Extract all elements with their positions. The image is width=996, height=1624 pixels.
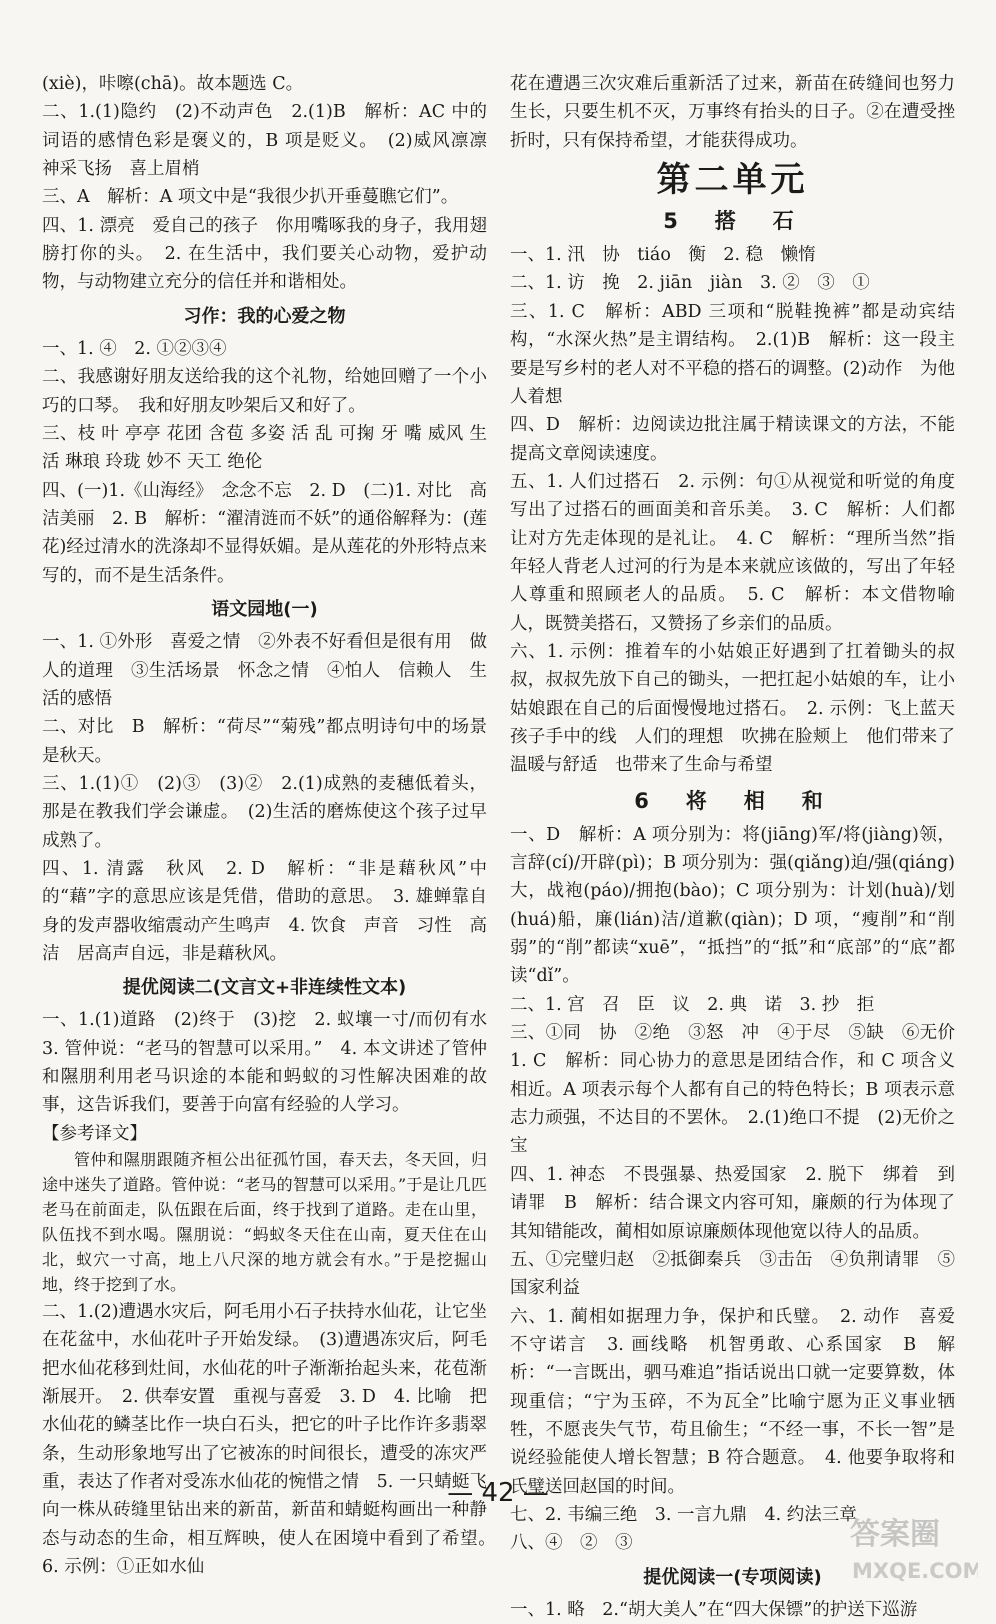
title-heading: 提优阅读二(文言文+非连续性文本) — [122, 977, 407, 999]
lesson-heading: 6 将 相 和 — [634, 788, 831, 813]
answer-line: 二、对比 B 解析：“荷尽”“菊残”都点明诗句中的场景是秋天。 — [42, 717, 487, 766]
answer-line: 花在遭遇三次灾难后重新活了过来，新苗在砖缝间也努力生长，只要生机不灭，万事终有抬头的日子。②在遭受挫折时，只有保持希望，才能获得成功。 — [510, 74, 955, 151]
answer-line: 三、1. C 解析：ABD 三项和“脱鞋挽裤”都是动宾结构，“水深火热”是主谓结构。 2.(1)B 解析：这一段主要是写乡村的老人对不平稳的搭石的调整。(2)动作 为他人着想 — [510, 301, 955, 407]
lesson-heading: 5 搭 石 — [663, 209, 802, 234]
answer-line: 一、1. ④ 2. ①②③④ — [42, 338, 227, 359]
answer-line: 二、1. 访 挽 2. jiān jiàn 3. ② ③ ① — [510, 273, 870, 294]
answer-line: 三、枝 叶 亭亭 花团 含苞 多姿 活 乱 可掬 牙 嘴 威风 生 活 琳琅 玲珑 妙不 天工 绝伦 — [42, 423, 487, 473]
watermark-logo — [846, 1512, 978, 1588]
answer-line: 二、我感谢好朋友送给我的这个礼物，给她回赠了一个小巧的口琴。 我和好朋友吵架后又和好了。 — [42, 367, 487, 416]
answer-line: 【参考译文】 — [42, 1123, 147, 1144]
answer-line: 六、1. 蔺相如据理力争，保护和氏璧。 2. 动作 喜爱 不守诺言 3. 画线略 机智勇敢、心系国家 B 解析：“一言既出，驷马难追”指话说出口就一定要算数，体现重信；“宁为玉碎，不为瓦全”比喻宁愿为正义事业牺牲，不愿丧失气节，苟且偷生；“不经一事，不长一智”是说经验能使人增长智慧；B 符合题意。 4. 他要争取将和氏璧送回赵国的时间。 — [510, 1306, 973, 1497]
title-heading: 语文园地(一) — [211, 599, 318, 620]
answer-line: 三、A 解析：A 项文中是“我很少扒开垂蔓瞧它们”。 — [42, 187, 459, 208]
answer-line: 二、1. 宫 召 臣 议 2. 典 诺 3. 抄 拒 — [510, 994, 875, 1015]
answer-line: 三、①同 协 ②绝 ③怒 冲 ④于尽 ⑤缺 ⑥无价 1. C 解析：同心协力的意思是团结合作，和 C 项含义相近。A 项表示每个人都有自己的特色特长；B 项表示意志力顽强，不达目的不罢休。 2.(1)绝口不提 (2)无价之宝 — [510, 1023, 973, 1157]
page-number: — 42 — — [447, 1478, 549, 1508]
section-heading: 第二单元 — [656, 160, 809, 201]
answer-line: 六、1. 示例：推着车的小姑娘正好遇到了扛着锄头的叔叔，叔叔先放下自己的锄头，一把扛起小姑娘的车，让小姑娘跟在自己的后面慢慢地过搭石。 2. 示例：飞上蓝天 孩子手中的线 人们的理想 吹拂在脸颊上 他们带来了温暖与舒适 也带来了生命与希望 — [510, 641, 973, 776]
right-column — [510, 70, 973, 1624]
watermark-graphic — [846, 1512, 978, 1588]
answer-line: (xiè)，咔嚓(chā)。故本题选 C。 — [42, 74, 304, 94]
title-heading: 习作：我的心爱之物 — [183, 305, 346, 327]
answer-line: 四、(一)1.《山海经》 念念不忘 2. D (二)1. 对比 高洁美丽 2. B 解析：“濯清涟而不妖”的通俗解释为：(莲花)经过清水的洗涤却不显得妖媚。是从莲花的外形特点来写的，而不是生活条件。 — [42, 480, 487, 586]
answer-line: 一、D 解析：A 项分别为：将(jiāng)军/将(jiàng)领，言辞(cí)/开辟(pì)；B 项分别为：强(qiǎng)迫/强(qiáng)大，战袍(páo)/拥抱(bào)；C 项分别为：计划(huà)/划(huá)船，廉(lián)洁/道歉(qiàn)；D 项，“瘦削”和“削弱”的“削”都读“xuē”，“抵挡”的“抵”和“底部”的“底”都读“dǐ”。 — [510, 824, 955, 987]
svg-text:答案圈: 答案圈 — [850, 1517, 940, 1552]
translation-heading: 管仲和隰朋跟随齐桓公出征孤竹国，春天去，冬天回，归途中迷失了道路。管仲说：“老马的智慧可以采用。”于是让几匹老马在前面走，队伍跟在后面，终于找到了道路。走在山里，队伍找不到水喝。隰朋说：“蚂蚁冬天住在山南，夏天住在山北，蚁穴一寸高，地上八尺深的地方就会有水。”于是挖掘山地，终于挖到了水。 — [42, 1150, 487, 1294]
svg-text:MXQE.COM: MXQE.COM — [852, 1559, 978, 1583]
answer-line: 八、④ ② ③ — [510, 1533, 633, 1554]
answer-line: 四、D 解析：边阅读边批注属于精读课文的方法，不能提高文章阅读速度。 — [510, 415, 955, 464]
left-column — [42, 70, 505, 1581]
answer-line: 一、1.(1)道路 (2)终于 (3)挖 2. 蚁壤一寸/而仞有水 3. 管仲说：“老马的智慧可以采用。” 4. 本文讲述了管仲和隰朋利用老马识途的本能和蚂蚁的习性解决困难的故事，这告诉我们，要善于向富有经验的人学习。 — [42, 1010, 505, 1116]
answer-line: 四、1. 清露 秋风 2. D 解析：“非是藉秋风”中的“藉”字的意思应该是凭借，借助的意思。 3. 雄蝉靠自身的发声器收缩震动产生鸣声 4. 饮食 声音 习性 高洁 居高声自远，非是藉秋风。 — [42, 858, 487, 964]
answer-line: 四、1. 神态 不畏强暴、热爱国家 2. 脱下 绑着 到请罪 B 解析：结合课文内容可知，廉颇的行为体现了其知错能改，蔺相如原谅廉颇体现他宽以待人的品质。 — [510, 1164, 955, 1242]
answer-line: 四、1. 漂亮 爱自己的孩子 你用嘴啄我的身子，我用翅膀打你的头。 2. 在生活中，我们要关心动物，爱护动物，与动物建立充分的信任并和谐相处。 — [42, 215, 487, 293]
answer-line: 五、①完璧归赵 ②抵御秦兵 ③击缶 ④负荆请罪 ⑤国家利益 — [510, 1249, 955, 1299]
answer-line: 二、1.(1)隐约 (2)不动声色 2.(1)B 解析：AC 中的词语的感情色彩是褒义的，B 项是贬义。 (2)威风凛凛 神采飞扬 喜上眉梢 — [42, 102, 505, 180]
answer-line: 一、1. ①外形 喜爱之情 ②外表不好看但是很有用 做人的道理 ③生活场景 怀念之情 ④怕人 信赖人 生活的感悟 — [42, 632, 487, 709]
answer-line: 二、1.(2)遭遇水灾后，阿毛用小石子扶持水仙花，让它坐在花盆中，水仙花叶子开始发绿。 (3)遭遇冻灾后，阿毛把水仙花移到灶间，水仙花的叶子渐渐抬起头来，花苞渐渐展开。 2. 供奉安置 重视与喜爱 3. D 4. 比喻 把水仙花的鳞茎比作一块白石头，把它的叶子比作许多翡翠条，生动形象地写出了它被冻的时间很长，遭受的冻灾严重，表达了作者对受冻水仙花的惋惜之情 5. 一只蜻蜓飞向一株从砖缝里钻出来的新苗，新苗和蜻蜓构画出一种静态与动态的生命，相互辉映，使人在困境中看到了希望。 6. 示例：①正如水仙 — [42, 1301, 505, 1577]
title-heading: 提优阅读一(专项阅读) — [643, 1566, 822, 1588]
answer-line: 一、1. 汛 协 tiáo 衡 2. 稳 懒惰 — [510, 245, 816, 266]
answer-line: 三、1.(1)① (2)③ (3)② 2.(1)成熟的麦穗低着头，那是在教我们学会谦虚。 (2)生活的磨炼使这个孩子过早成熟了。 — [42, 773, 487, 851]
answer-line: 五、1. 人们过搭石 2. 示例：句①从视觉和听觉的角度写出了过搭石的画面美和音乐美。 3. C 解析：人们都让对方先走体现的是礼让。 4. C 解析：“理所当然”指年轻人背老人过河的行为是本来就应该做的，写出了年轻人尊重和照顾老人的品质。 5. C 解析：本文借物喻人，既赞美搭石，又赞扬了乡亲们的品质。 — [510, 471, 955, 634]
answer-line: 一、1. 略 2.“胡大美人”在“四大保镖”的护送下巡游 — [510, 1599, 918, 1620]
answer-line: 七、2. 韦编三绝 3. 一言九鼎 4. 约法三章 — [510, 1504, 857, 1525]
